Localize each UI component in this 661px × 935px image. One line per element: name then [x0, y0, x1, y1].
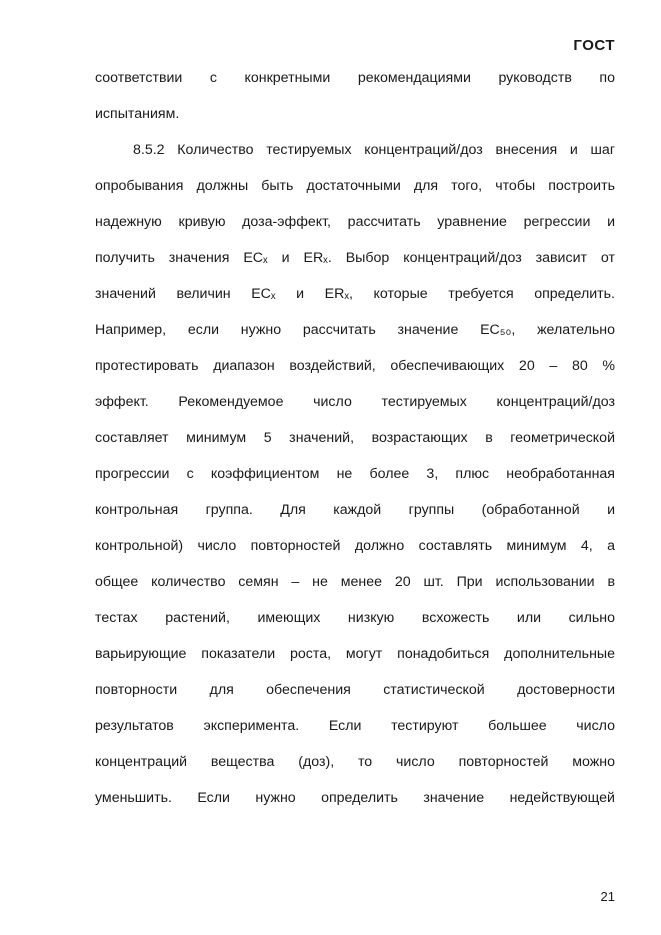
text-line: результатов эксперимента. Если тестируют большее число: [95, 718, 615, 734]
text-line: прогрессии с коэффициентом не более 3, плюс необработанная: [95, 466, 615, 482]
text-line: протестировать диапазон воздействий, обеспечивающих 20 – 80 %: [95, 358, 615, 374]
text-line: составляет минимум 5 значений, возрастающих в геометрической: [95, 430, 615, 446]
text-line: контрольной) число повторностей должно составлять минимум 4, а: [95, 538, 615, 554]
text-line: надежную кривую доза-эффект, рассчитать уравнение регрессии и: [95, 214, 615, 230]
text-line: испытаниям.: [95, 106, 180, 122]
text-line: тестах растений, имеющих низкую всхожесть или сильно: [95, 610, 615, 626]
text-line: концентраций вещества (доз), то число повторностей можно: [95, 754, 615, 770]
document-body: [95, 60, 615, 816]
page-number: 21: [600, 889, 615, 904]
text-line: опробывания должны быть достаточными для того, чтобы построить: [95, 178, 615, 194]
text-line: эффект. Рекомендуемое число тестируемых концентраций/доз: [95, 394, 615, 410]
text-line: повторности для обеспечения статистической достоверности: [95, 682, 615, 698]
text-line: контрольная группа. Для каждой группы (обработанной и: [95, 502, 615, 518]
text-line: получить значения ECₓ и ERₓ. Выбор концентраций/доз зависит от: [95, 250, 615, 266]
text-line: соответствии с конкретными рекомендациями руководств по: [95, 70, 615, 86]
text-line: общее количество семян – не менее 20 шт. При использовании в: [95, 574, 615, 590]
document-header-title: ГОСТ: [573, 37, 615, 54]
text-line: уменьшить. Если нужно определить значение недействующей: [95, 790, 615, 806]
text-line: Например, если нужно рассчитать значение EC₅₀, желательно: [95, 322, 615, 338]
text-line: значений величин ECₓ и ERₓ, которые требуется определить.: [95, 286, 615, 302]
text-line: варьирующие показатели роста, могут понадобиться дополнительные: [95, 646, 615, 662]
paragraph-first-line: 8.5.2 Количество тестируемых концентраций/доз внесения и шаг: [133, 142, 615, 158]
